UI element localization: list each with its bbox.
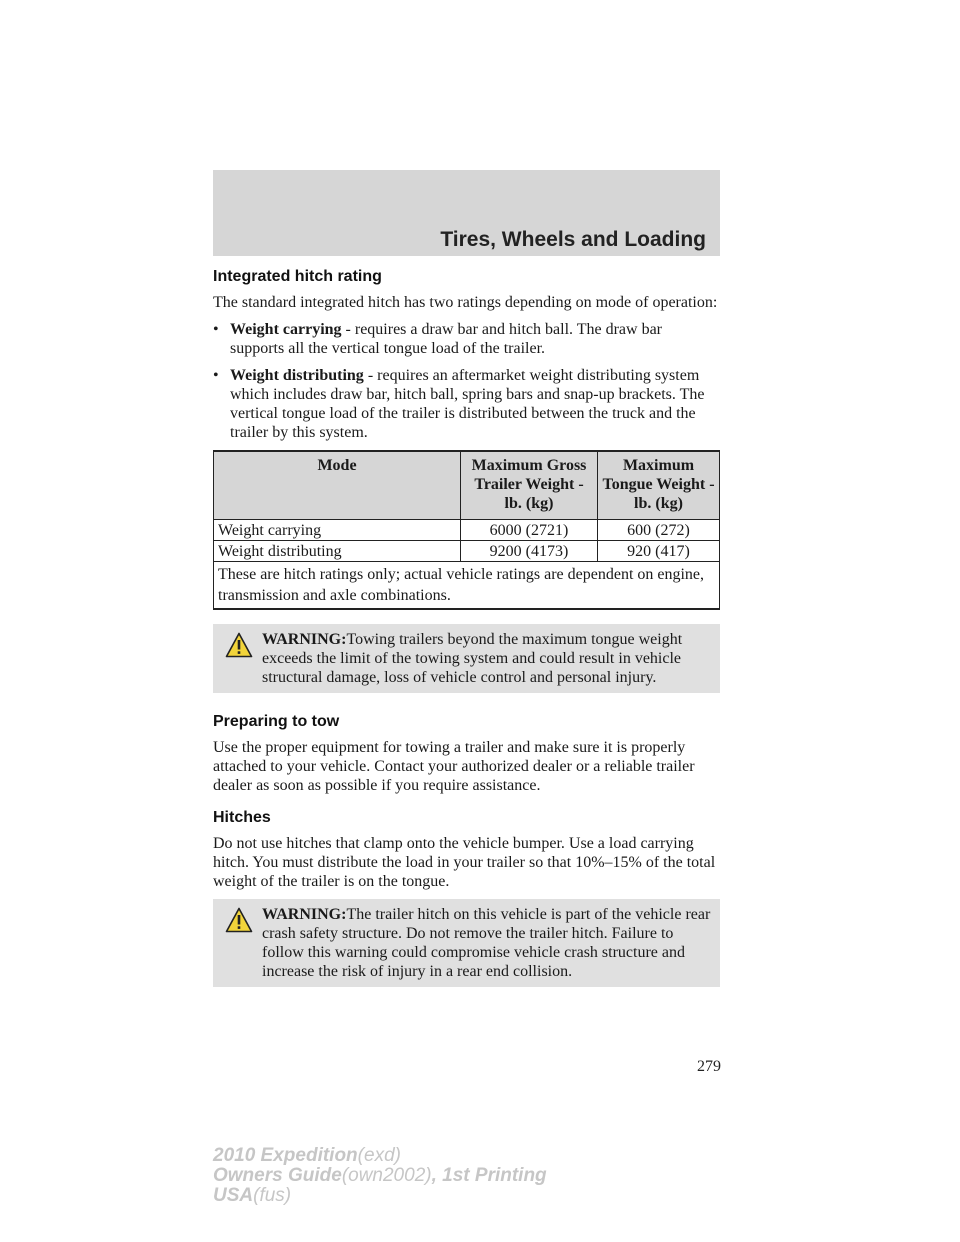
footer-line-1: [213, 1146, 547, 1166]
table-note-row: [214, 562, 720, 610]
hitches-body: Do not use hitches that clamp onto the vehicle bumper. Use a load carrying hitch. You must distribute the load in your trailer so that 10%–15% of the total weight of the trailer is on the tongue.: [213, 835, 716, 890]
warning-label: WARNING:: [262, 906, 347, 923]
bullet-text: - requires a draw bar and hitch ball. The draw bar supports all the vertical tongue load of the trailer.: [230, 321, 663, 357]
cell-gross-weight: 9200 (4173): [461, 541, 598, 562]
warning-first-line-wrap: [219, 905, 714, 981]
footer-model-code: (exd): [357, 1145, 401, 1166]
cell-gross-weight: 6000 (2721): [461, 520, 598, 541]
bullet-label: Weight carrying: [230, 321, 342, 338]
footer-printing: , 1st Printing: [431, 1165, 547, 1186]
heading-integrated-hitch: Integrated hitch rating: [213, 268, 382, 285]
bullet-label: Weight distributing: [230, 367, 364, 384]
footer-guide: Owners Guide: [213, 1165, 342, 1186]
table-note: These are hitch ratings only; actual vehicle ratings are dependent on engine, transmission and axle combinations.: [214, 562, 720, 610]
bullet-text: - requires an aftermarket weight distributing system which includes draw bar, hitch ball, spring bars and snap-up brackets. The vertical tongue load of the trailer is distributed between the truck and the trailer by this system.: [230, 367, 705, 441]
header-title: Tires, Wheels and Loading: [440, 228, 706, 251]
bullet-weight-distributing: [213, 366, 720, 442]
header-tongue-weight: Maximum Tongue Weight - lb. (kg): [598, 451, 720, 520]
heading-preparing-to-tow: Preparing to tow: [213, 713, 340, 730]
page-number: 279: [697, 1058, 721, 1075]
hitch-rating-table: [213, 450, 720, 610]
cell-mode: Weight carrying: [214, 520, 461, 541]
warning-label: WARNING:: [262, 631, 347, 648]
header-mode: Mode: [214, 451, 461, 520]
table-row: [214, 520, 720, 541]
warning-first-line-wrap: [219, 630, 714, 687]
preparing-body: Use the proper equipment for towing a trailer and make sure it is properly attached to your vehicle. Contact your authorized dealer or a reliable trailer dealer as soon as possible if you require assistance.: [213, 739, 695, 794]
footer-model: 2010 Expedition: [213, 1145, 358, 1166]
warning-text: Towing trailers beyond the maximum tongue weight exceeds the limit of the towing system and could result in vehicle structural damage, loss of vehicle control and personal injury.: [262, 631, 683, 686]
header-band: [213, 170, 720, 256]
cell-mode: Weight distributing: [214, 541, 461, 562]
footer-line-2: [213, 1166, 547, 1186]
bullet-dot: •: [213, 321, 219, 338]
bullet-weight-carrying: [213, 320, 720, 358]
warning-triangle-icon: [225, 632, 253, 658]
warning-hitch-structure: [213, 899, 720, 987]
print-footer: [213, 1146, 547, 1206]
table-row: [214, 541, 720, 562]
integrated-intro: The standard integrated hitch has two ratings depending on mode of operation:: [213, 294, 718, 311]
header-gross-trailer-weight: Maximum Gross Trailer Weight - lb. (kg): [461, 451, 598, 520]
footer-line-3: [213, 1186, 547, 1206]
warning-triangle-icon: [225, 907, 253, 933]
cell-tongue-weight: 920 (417): [598, 541, 720, 562]
table-header-row: [214, 451, 720, 520]
footer-market: USA: [213, 1185, 254, 1206]
warning-text: The trailer hitch on this vehicle is part of the vehicle rear crash safety structure. Do not remove the trailer hitch. Failure to follow this warning could compromise vehicle crash structure and increase the risk of injury in a rear end collision.: [262, 906, 711, 980]
heading-hitches: Hitches: [213, 809, 271, 826]
page-content: [213, 268, 720, 1007]
footer-guide-code: (own2002): [341, 1165, 432, 1186]
bullet-dot: •: [213, 367, 219, 384]
cell-tongue-weight: 600 (272): [598, 520, 720, 541]
footer-market-code: (fus): [253, 1185, 292, 1206]
warning-tongue-weight: [213, 624, 720, 693]
